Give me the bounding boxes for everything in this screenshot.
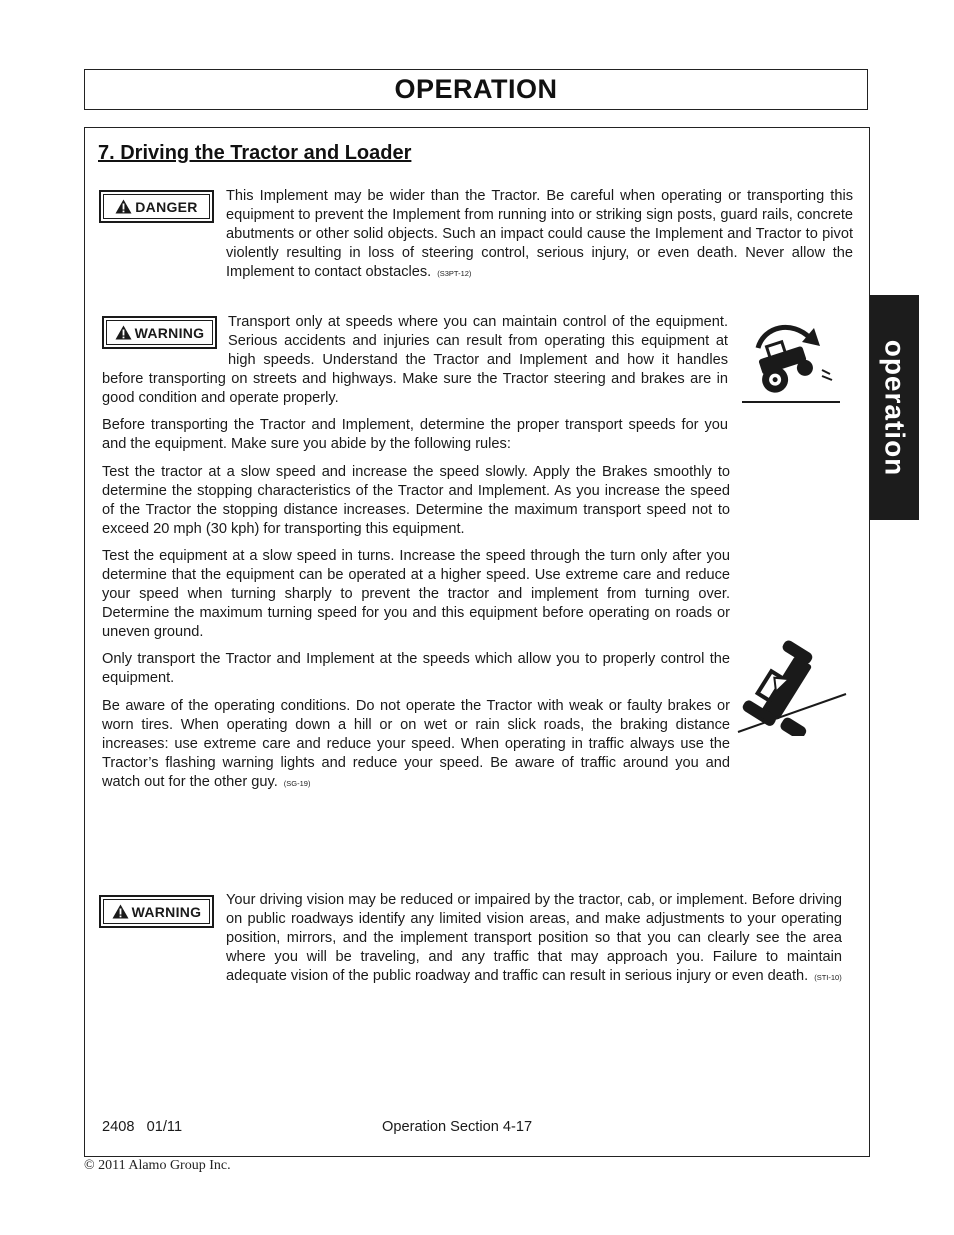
alert-triangle-icon <box>115 199 132 214</box>
page-title: OPERATION <box>394 74 558 104</box>
section-title: 7. Driving the Tractor and Loader <box>98 142 412 164</box>
warning-1-paragraph-2: Before transporting the Tractor and Implement, determine the proper transport speeds for you and the equipment. Make sure you abide by the following rules: <box>102 417 728 452</box>
footer-page-label: Operation Section 4-17 <box>382 1119 533 1135</box>
tractor-rollover-illustration <box>736 632 848 736</box>
danger-label: DANGER <box>135 198 198 215</box>
warning-1-code: (SG-19) <box>283 778 311 788</box>
warning-2-text: Your driving vision may be reduced or impaired by the tractor, cab, or implement. Before driving on public roadways identify any limited vision areas, and make adjustments to your operating position, mirrors, and the implement transport position so that you can clearly see the area where you will be traveling, and any traffic that may approach you. Failure to maintain adequate vision of the public roadway and traffic can result in serious injury or even death. (STI-10) <box>226 892 842 984</box>
warning-signal-box-2 <box>99 895 214 928</box>
side-tab-label: operation <box>879 339 910 476</box>
warning-1-paragraph-5: Only transport the Tractor and Implement at the speeds which allow you to properly control the equipment. <box>102 651 730 686</box>
danger-signal-box <box>99 190 214 223</box>
warning-1-paragraph-6: Be aware of the operating conditions. Do not operate the Tractor with weak or faulty brakes or worn tires. When operating down a hill or on wet or rain slick roads, the braking distance increases: use extreme care and reduce your speed. When operating in traffic always use the Tractor’s flashing warning lights and reduce your speed. Be aware of traffic around you and watch out for the other guy. (SG-19) <box>102 698 730 790</box>
warning-2-code: (STI-10) <box>814 972 842 982</box>
danger-code: (S3PT-12) <box>437 268 472 278</box>
footer-doc-number: 2408 01/11 <box>102 1119 183 1135</box>
warning-1-paragraph-1: Transport only at speeds where you can maintain control of the equipment. Serious accidents and injuries can result from operating this equipment at high speeds. Understand the Tractor and Implement and how it handles before transporting on streets and highways. Make sure the Tractor steering and brakes are in good condition and operate properly. <box>102 314 728 406</box>
tractor-pivot-illustration <box>740 318 842 404</box>
alert-triangle-icon <box>112 904 129 919</box>
warning-label-1: WARNING <box>134 324 205 341</box>
side-tab <box>869 295 919 520</box>
warning-1-paragraph-3: Test the tractor at a slow speed and increase the speed slowly. Apply the Brakes smoothly to determine the stopping characteristics of the Tractor and Implement. As you increase the speed of the Tractor the stopping distance increases. Determine the maximum transport speed not to exceed 20 mph (30 kph) for transporting this equipment. <box>102 464 730 537</box>
warning-label-2: WARNING <box>131 903 202 920</box>
danger-text: This Implement may be wider than the Tractor. Be careful when operating or transporting this equipment to prevent the Implement from running into or striking sign posts, guard rails, concrete abutments or other solid objects. Such an impact could cause the Implement and Tractor to pivot violently resulting in loss of steering control, serious injury, or even death. Never allow the Implement to contact obstacles. (S3PT-12) <box>226 188 853 280</box>
header-box <box>84 69 868 110</box>
warning-1-paragraph-4: Test the equipment at a slow speed in turns. Increase the speed through the turn only after you determine that the equipment can be operated at a higher speed. Use extreme care and reduce your speed when turning sharply to prevent the tractor and implement from turning over. Determine the maximum turning speed for you and this equipment before operating on roads or uneven ground. <box>102 548 730 640</box>
copyright: © 2011 Alamo Group Inc. <box>84 1158 231 1173</box>
